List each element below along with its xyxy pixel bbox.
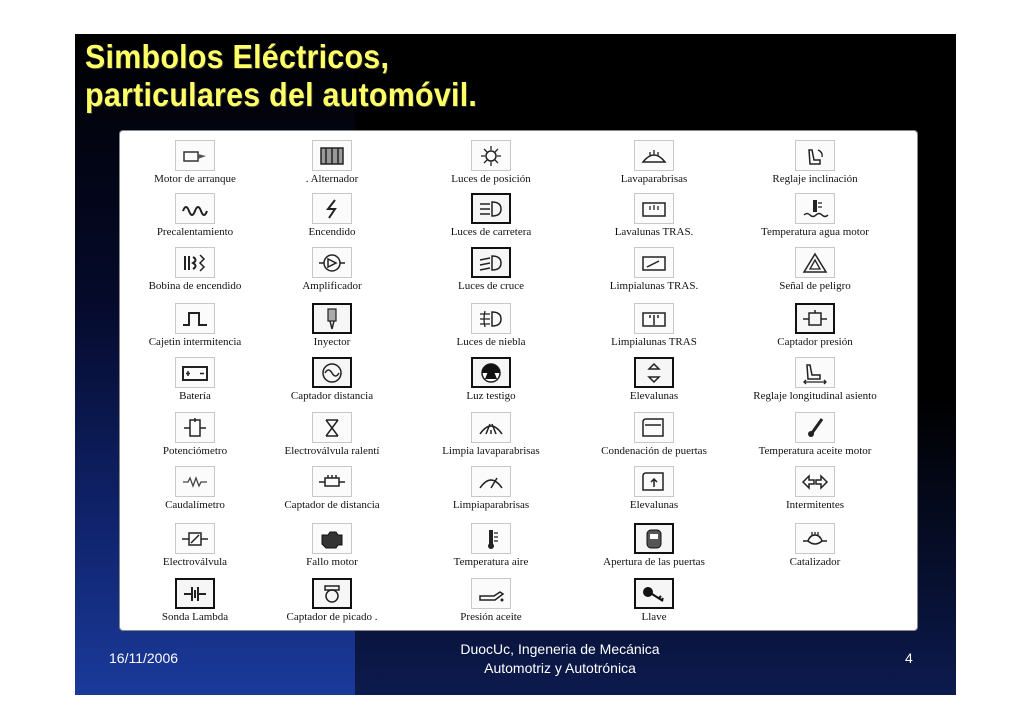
flowmeter-icon	[175, 466, 215, 497]
wiper-icon	[471, 466, 511, 497]
symbol-label: Condenación de puertas	[601, 445, 707, 457]
symbol-label: Luces de cruce	[458, 280, 524, 292]
symbol-label: Electroválvula	[162, 556, 228, 568]
symbol-label: Amplificador	[302, 280, 362, 292]
rear-wiper-washer-icon	[634, 303, 674, 334]
symbol-label: Luces de carretera	[450, 226, 532, 238]
symbol-cell	[740, 464, 890, 518]
symbol-label: Elevalunas	[629, 499, 679, 511]
symbol-label: Apertura de las puertas	[603, 556, 705, 568]
distance-sensor-2-icon	[312, 466, 352, 497]
symbol-cell	[257, 301, 407, 355]
footer-date: 16/11/2006	[109, 650, 179, 666]
lambda-sensor-icon	[175, 578, 215, 609]
symbol-label: Potenciómetro	[162, 445, 228, 457]
symbol-label: Cajetin intermitencia	[148, 336, 242, 348]
symbol-cell	[416, 245, 566, 299]
symbol-label: Sonda Lambda	[161, 611, 229, 623]
symbol-cell	[257, 191, 407, 245]
symbol-cell	[257, 138, 407, 192]
institution-line-1: DuocUc, Ingeneria de Mecánica	[460, 641, 660, 657]
symbol-label: Captador de picado .	[286, 611, 378, 623]
symbol-label: Temperatura aire	[453, 556, 529, 568]
window-lift-2-icon	[634, 466, 674, 497]
washer-icon	[634, 140, 674, 171]
battery-icon	[175, 357, 215, 388]
symbols-panel	[119, 130, 918, 631]
symbol-label: . Alternador	[305, 173, 359, 185]
symbol-cell	[416, 576, 566, 630]
glow-plug-icon	[175, 193, 215, 224]
symbol-label: Reglaje inclinación	[772, 173, 858, 185]
turn-signals-icon	[795, 466, 835, 497]
solenoid-valve-icon	[175, 523, 215, 554]
hazard-icon	[795, 247, 835, 278]
title-line-1: Simbolos Eléctricos,	[85, 38, 390, 75]
symbol-label: Limpiaparabrisas	[452, 499, 530, 511]
title-line-2: particulares del automóvil.	[85, 76, 478, 113]
pressure-sensor-icon	[795, 303, 835, 334]
symbol-cell	[740, 410, 890, 464]
symbol-label: Luz testigo	[466, 390, 516, 402]
symbol-label: Bobina de encendido	[148, 280, 242, 292]
symbol-label: Llave	[641, 611, 667, 623]
symbol-label: Captador presión	[777, 336, 853, 348]
symbol-label: Electroválvula ralentí	[284, 445, 380, 457]
oil-temperature-icon	[795, 412, 835, 443]
symbol-cell	[740, 138, 890, 192]
symbol-label: Catalizador	[789, 556, 841, 568]
symbol-cell	[740, 521, 890, 575]
symbol-label: Batería	[179, 390, 211, 402]
catalyst-icon	[795, 523, 835, 554]
symbol-cell	[416, 355, 566, 409]
symbol-cell	[579, 410, 729, 464]
injector-icon	[312, 303, 352, 334]
coolant-temperature-icon	[795, 193, 835, 224]
symbol-cell	[120, 245, 270, 299]
symbol-label: Encendido	[308, 226, 356, 238]
symbol-label: Señal de peligro	[779, 280, 851, 292]
symbol-cell	[120, 410, 270, 464]
symbol-cell	[257, 521, 407, 575]
position-lights-icon	[471, 140, 511, 171]
knock-sensor-icon	[312, 578, 352, 609]
symbol-cell	[416, 521, 566, 575]
symbol-cell	[416, 301, 566, 355]
ignition-spark-icon	[312, 193, 352, 224]
symbol-cell	[257, 245, 407, 299]
symbol-cell	[416, 464, 566, 518]
air-temperature-icon	[471, 523, 511, 554]
alternator-icon	[312, 140, 352, 171]
symbol-label: Inyector	[313, 336, 351, 348]
rear-washer-icon	[634, 193, 674, 224]
symbol-cell	[740, 301, 890, 355]
symbol-label: Limpialunas TRAS.	[609, 280, 699, 292]
symbol-label: Reglaje longitudinal asiento	[753, 390, 877, 402]
symbol-cell	[120, 138, 270, 192]
amplifier-icon	[312, 247, 352, 278]
symbol-label: Luces de posición	[451, 173, 531, 185]
symbol-label: Fallo motor	[306, 556, 358, 568]
fog-lights-icon	[471, 303, 511, 334]
ignition-coil-icon	[175, 247, 215, 278]
symbol-cell	[416, 138, 566, 192]
symbol-label: Limpialunas TRAS	[611, 336, 697, 348]
high-beam-icon	[471, 193, 511, 224]
window-lift-icon	[634, 357, 674, 388]
symbol-cell	[579, 191, 729, 245]
wiper-washer-icon	[471, 412, 511, 443]
symbol-cell	[579, 355, 729, 409]
symbol-cell	[579, 464, 729, 518]
symbol-label: Luces de niebla	[456, 336, 526, 348]
distance-sensor-icon	[312, 357, 352, 388]
symbol-cell	[120, 301, 270, 355]
symbol-cell	[120, 576, 270, 630]
starter-motor-icon	[175, 140, 215, 171]
symbol-cell	[257, 410, 407, 464]
pulse-relay-icon	[175, 303, 215, 334]
symbol-cell	[257, 355, 407, 409]
symbol-cell	[257, 576, 407, 630]
seat-slide-icon	[795, 357, 835, 388]
symbol-cell	[120, 191, 270, 245]
symbol-label: Presión aceite	[460, 611, 522, 623]
idle-valve-icon	[312, 412, 352, 443]
symbol-label: Elevalunas	[629, 390, 679, 402]
symbol-cell	[120, 355, 270, 409]
symbol-cell	[120, 464, 270, 518]
warning-lamp-icon	[471, 357, 511, 388]
symbol-label: Captador de distancia	[284, 499, 380, 511]
symbol-cell	[416, 410, 566, 464]
door-lock-icon	[634, 412, 674, 443]
slide-title	[85, 38, 477, 114]
symbol-label: Lavalunas TRAS.	[614, 226, 694, 238]
symbol-label: Caudalímetro	[165, 499, 225, 511]
symbol-cell	[740, 355, 890, 409]
symbol-cell	[120, 521, 270, 575]
engine-fault-icon	[312, 523, 352, 554]
symbol-cell	[740, 191, 890, 245]
symbol-label: Limpia lavaparabrisas	[442, 445, 540, 457]
potentiometer-icon	[175, 412, 215, 443]
symbol-label: Lavaparabrisas	[620, 173, 688, 185]
symbol-cell	[257, 464, 407, 518]
footer-institution	[400, 640, 720, 678]
symbol-cell	[579, 138, 729, 192]
symbol-cell	[579, 576, 729, 630]
symbol-label: Temperatura agua motor	[761, 226, 869, 238]
key-icon	[634, 578, 674, 609]
symbol-label: Precalentamiento	[156, 226, 234, 238]
symbol-cell	[416, 191, 566, 245]
door-open-icon	[634, 523, 674, 554]
symbol-label: Motor de arranque	[154, 173, 236, 185]
symbol-cell	[579, 301, 729, 355]
symbol-cell	[579, 245, 729, 299]
symbol-label: Intermitentes	[785, 499, 845, 511]
symbol-cell	[579, 521, 729, 575]
low-beam-icon	[471, 247, 511, 278]
symbol-label: Temperatura aceite motor	[758, 445, 872, 457]
symbol-label: Captador distancia	[290, 390, 374, 402]
page-number: 4	[905, 650, 913, 666]
seat-tilt-icon	[795, 140, 835, 171]
oil-pressure-icon	[471, 578, 511, 609]
rear-wiper-icon	[634, 247, 674, 278]
institution-line-2: Automotriz y Autotrónica	[484, 660, 636, 676]
symbol-cell	[740, 245, 890, 299]
